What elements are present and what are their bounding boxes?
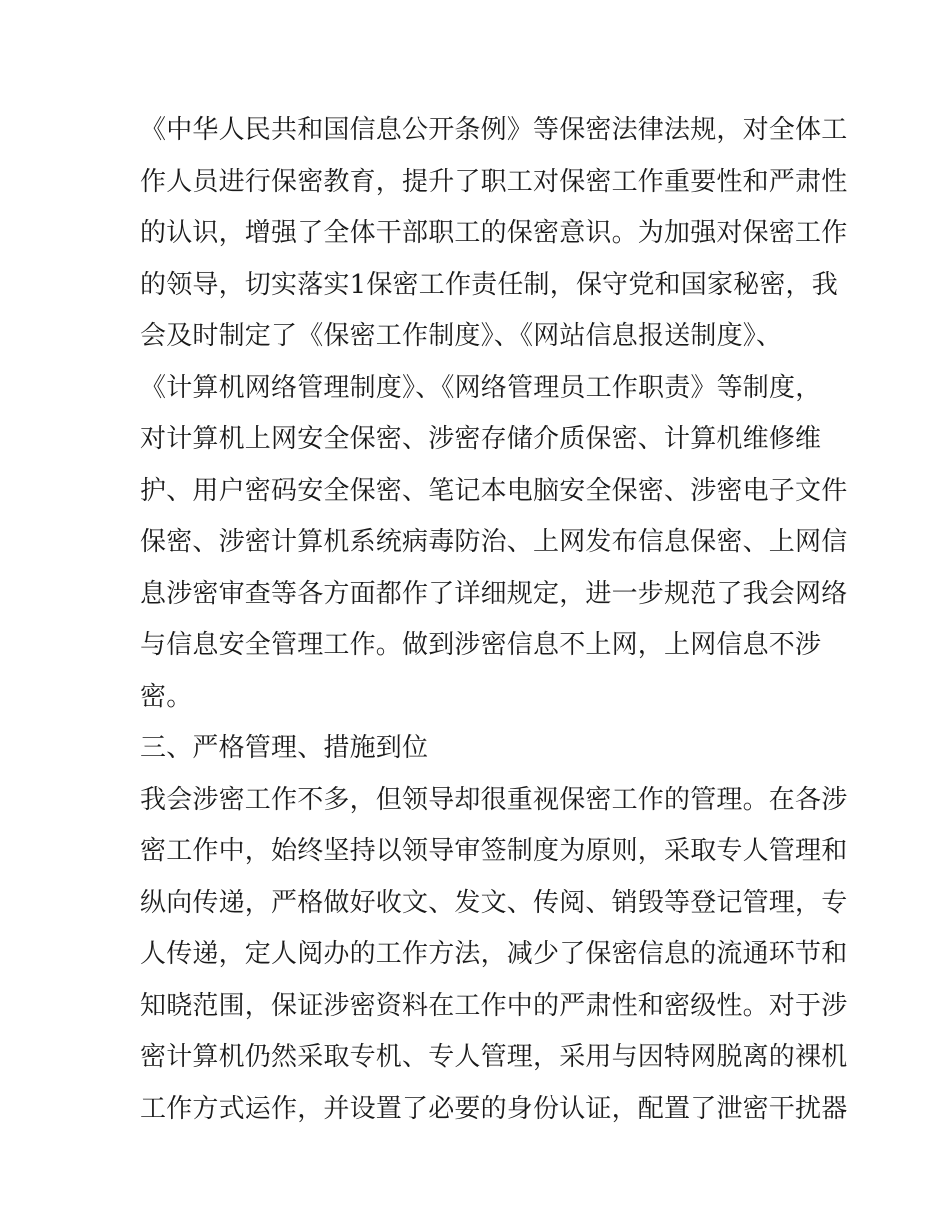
text-line: 纵向传递，严格做好收文、发文、传阅、销毁等登记管理，专 (140, 887, 848, 918)
body-text (140, 105, 848, 1135)
text-line: 我会涉密工作不多，但领导却很重视保密工作的管理。在各涉 (140, 784, 848, 815)
text-line: 《计算机网络管理制度》、《网络管理员工作职责》等制度， (140, 372, 822, 403)
text-line: 作人员进行保密教育，提升了职工对保密工作重要性和严肃性 (140, 166, 848, 197)
text-line: 的领导，切实落实1保密工作责任制，保守党和国家秘密，我 (140, 269, 838, 300)
text-line: 人传递，定人阅办的工作方法，减少了保密信息的流通环节和 (140, 939, 848, 969)
text-line: 对计算机上网安全保密、涉密存储介质保密、计算机维修维 (140, 424, 822, 454)
text-line: 《中华人民共和国信息公开条例》等保密法律法规，对全体工 (140, 115, 848, 145)
text-line: 密计算机仍然采取专机、专人管理，采用与因特网脱离的裸机 (140, 1042, 848, 1072)
text-line: 的认识，增强了全体干部职工的保密意识。为加强对保密工作 (140, 218, 848, 248)
text-line: 息涉密审查等各方面都作了详细规定，进一步规范了我会网络 (140, 578, 848, 609)
text-line: 工作方式运作，并设置了必要的身份认证，配置了泄密干扰器 (140, 1093, 848, 1124)
text-line: 密。 (140, 681, 193, 712)
text-line: 知晓范围，保证涉密资料在工作中的严肃性和密级性。对于涉 (140, 990, 848, 1021)
section-heading: 三、严格管理、措施到位 (140, 733, 429, 763)
text-line: 密工作中，始终坚持以领导审签制度为原则，采取专人管理和 (140, 836, 848, 866)
text-line: 会及时制定了《保密工作制度》、《网站信息报送制度》、 (140, 321, 783, 351)
text-line: 保密、涉密计算机系统病毒防治、上网发布信息保密、上网信 (140, 527, 848, 557)
text-line: 与信息安全管理工作。做到涉密信息不上网，上网信息不涉 (140, 630, 822, 660)
text-line: 护、用户密码安全保密、笔记本电脑安全保密、涉密电子文件 (140, 475, 848, 506)
